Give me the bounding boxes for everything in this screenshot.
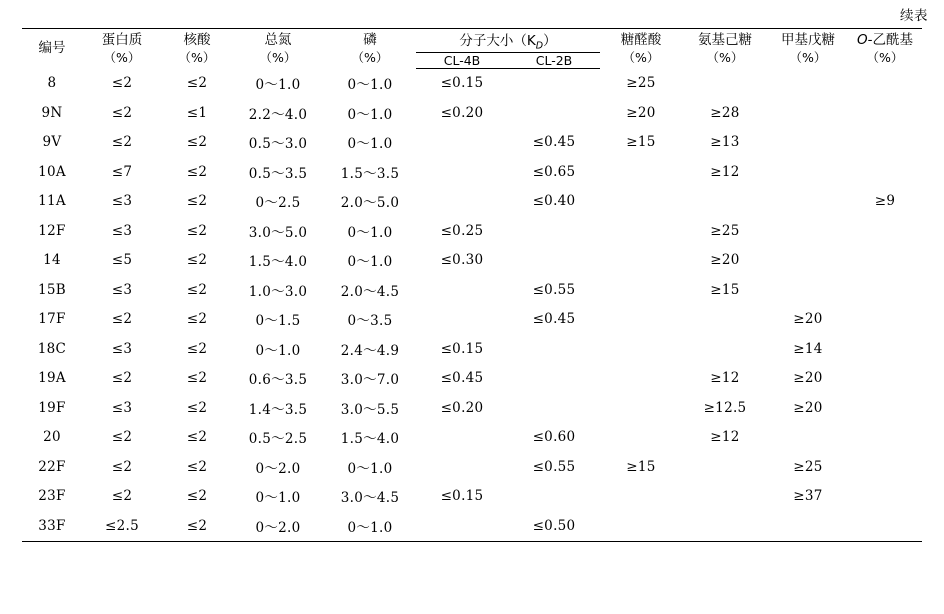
cell-hexosamine xyxy=(682,187,768,217)
cell-total-nitrogen: 1.4～3.5 xyxy=(248,401,308,418)
cell-o-acetyl xyxy=(848,68,922,98)
cell-total-nitrogen: 0～2.0 xyxy=(255,460,301,477)
cell-phosphorus: 1.5～4.0 xyxy=(340,431,400,448)
cell-phosphorus: 0～1.0 xyxy=(347,254,393,271)
cell-protein: ≤7 xyxy=(111,163,133,180)
cell-nucleic-acid: ≤2 xyxy=(186,429,208,446)
cell-uronic-acid: ≥20 xyxy=(626,104,656,121)
table-row xyxy=(22,68,922,98)
cell-methylpentose xyxy=(768,187,848,217)
cell-methylpentose xyxy=(768,511,848,541)
cell-protein: ≤3 xyxy=(111,399,133,416)
cell-nucleic-acid: ≤2 xyxy=(186,488,208,505)
cell-total-nitrogen: 0.6～3.5 xyxy=(248,372,308,389)
header-molecular-size-group: 分子大小$(K_D)$ xyxy=(416,29,600,53)
cell-cl4b xyxy=(416,452,508,482)
cell-hexosamine: ≥12.5 xyxy=(703,399,747,416)
table-body xyxy=(22,68,922,541)
table-row xyxy=(22,157,922,187)
cell-code: 19A xyxy=(38,370,66,387)
cell-cl4b: ≤0.15 xyxy=(440,340,484,357)
table-bottom-rule xyxy=(22,541,922,542)
cell-cl4b xyxy=(416,275,508,305)
cell-protein: ≤2 xyxy=(111,488,133,505)
table-row xyxy=(22,423,922,453)
cell-nucleic-acid: ≤2 xyxy=(186,281,208,298)
table-row xyxy=(22,393,922,423)
header-protein: 蛋白质 （%） xyxy=(82,29,162,69)
cell-o-acetyl: ≥9 xyxy=(874,193,896,210)
cell-uronic-acid xyxy=(600,482,682,512)
table-row xyxy=(22,216,922,246)
cell-code: 19F xyxy=(38,399,66,416)
cell-cl2b: ≤0.45 xyxy=(532,134,576,151)
header-code: 编号 xyxy=(22,29,82,69)
cell-code: 10A xyxy=(38,163,66,180)
cell-total-nitrogen: 0～1.5 xyxy=(255,313,301,330)
cell-code: 20 xyxy=(43,429,61,446)
cell-uronic-acid xyxy=(600,246,682,276)
cell-total-nitrogen: 2.2～4.0 xyxy=(248,106,308,123)
table-row xyxy=(22,334,922,364)
cell-phosphorus: 1.5～3.5 xyxy=(340,165,400,182)
cell-cl4b xyxy=(416,423,508,453)
table-row xyxy=(22,187,922,217)
cell-cl4b: ≤0.15 xyxy=(440,75,484,92)
cell-methylpentose xyxy=(768,68,848,98)
cell-total-nitrogen: 0～2.0 xyxy=(255,519,301,536)
cell-o-acetyl xyxy=(848,98,922,128)
cell-o-acetyl xyxy=(848,334,922,364)
cell-total-nitrogen: 0～2.5 xyxy=(255,195,301,212)
cell-cl4b xyxy=(416,511,508,541)
cell-o-acetyl xyxy=(848,511,922,541)
header-hexosamine: 氨基己糖 （%） xyxy=(682,29,768,69)
cell-methylpentose: ≥37 xyxy=(793,488,823,505)
cell-protein: ≤3 xyxy=(111,193,133,210)
cell-cl2b xyxy=(508,98,600,128)
cell-protein: ≤3 xyxy=(111,222,133,239)
cell-protein: ≤2 xyxy=(111,370,133,387)
cell-hexosamine: ≥13 xyxy=(710,134,740,151)
continuation-label: 续表 xyxy=(900,8,928,24)
cell-phosphorus: 0～3.5 xyxy=(347,313,393,330)
cell-uronic-acid: ≥25 xyxy=(626,75,656,92)
cell-total-nitrogen: 0～1.0 xyxy=(255,342,301,359)
cell-hexosamine xyxy=(682,482,768,512)
cell-protein: ≤2 xyxy=(111,311,133,328)
cell-total-nitrogen: 0.5～3.5 xyxy=(248,165,308,182)
cell-cl2b xyxy=(508,246,600,276)
cell-cl2b: ≤0.55 xyxy=(532,458,576,475)
cell-hexosamine: ≥25 xyxy=(710,222,740,239)
cell-cl2b: ≤0.45 xyxy=(532,311,576,328)
cell-cl2b xyxy=(508,393,600,423)
cell-phosphorus: 0～1.0 xyxy=(347,460,393,477)
cell-methylpentose xyxy=(768,275,848,305)
cell-uronic-acid xyxy=(600,334,682,364)
cell-hexosamine: ≥12 xyxy=(710,163,740,180)
cell-code: 17F xyxy=(38,311,66,328)
cell-code: 12F xyxy=(38,222,66,239)
table-row xyxy=(22,364,922,394)
cell-methylpentose: ≥20 xyxy=(793,370,823,387)
cell-protein: ≤2 xyxy=(111,75,133,92)
cell-cl2b xyxy=(508,216,600,246)
cell-total-nitrogen: 3.0～5.0 xyxy=(248,224,308,241)
cell-phosphorus: 2.0～4.5 xyxy=(340,283,400,300)
table-header-row-1 xyxy=(22,29,922,53)
cell-cl4b: ≤0.30 xyxy=(440,252,484,269)
cell-uronic-acid xyxy=(600,364,682,394)
cell-methylpentose: ≥14 xyxy=(793,340,823,357)
cell-uronic-acid xyxy=(600,275,682,305)
cell-methylpentose xyxy=(768,216,848,246)
cell-hexosamine xyxy=(682,452,768,482)
cell-cl4b xyxy=(416,305,508,335)
cell-total-nitrogen: 0～1.0 xyxy=(255,77,301,94)
cell-cl2b: ≤0.55 xyxy=(532,281,576,298)
cell-code: 14 xyxy=(43,252,61,269)
table-row xyxy=(22,128,922,158)
cell-methylpentose xyxy=(768,423,848,453)
cell-protein: ≤2 xyxy=(111,104,133,121)
cell-total-nitrogen: 0～1.0 xyxy=(255,490,301,507)
cell-methylpentose xyxy=(768,246,848,276)
header-uronic-acid: 糖醛酸 （%） xyxy=(600,29,682,69)
cell-hexosamine: ≥20 xyxy=(710,252,740,269)
cell-phosphorus: 2.0～5.0 xyxy=(340,195,400,212)
cell-code: 9V xyxy=(42,134,62,151)
header-methylpentose: 甲基戊糖 （%） xyxy=(768,29,848,69)
header-phosphorus: 磷 （%） xyxy=(324,29,416,69)
cell-cl4b: ≤0.20 xyxy=(440,104,484,121)
cell-phosphorus: 0～1.0 xyxy=(347,106,393,123)
polysaccharide-specification-table xyxy=(22,28,922,542)
cell-protein: ≤2.5 xyxy=(105,517,139,534)
cell-phosphorus: 0～1.0 xyxy=(347,77,393,94)
cell-nucleic-acid: ≤2 xyxy=(186,75,208,92)
cell-o-acetyl xyxy=(848,452,922,482)
cell-uronic-acid xyxy=(600,393,682,423)
cell-hexosamine xyxy=(682,68,768,98)
table-row xyxy=(22,452,922,482)
cell-phosphorus: 3.0～7.0 xyxy=(340,372,400,389)
cell-protein: ≤2 xyxy=(111,458,133,475)
cell-uronic-acid xyxy=(600,187,682,217)
cell-nucleic-acid: ≤2 xyxy=(186,163,208,180)
cell-hexosamine: ≥15 xyxy=(710,281,740,298)
cell-nucleic-acid: ≤1 xyxy=(186,104,208,121)
cell-uronic-acid xyxy=(600,511,682,541)
cell-o-acetyl xyxy=(848,128,922,158)
cell-cl2b xyxy=(508,68,600,98)
cell-nucleic-acid: ≤2 xyxy=(186,193,208,210)
cell-o-acetyl xyxy=(848,305,922,335)
cell-phosphorus: 0～1.0 xyxy=(347,519,393,536)
cell-phosphorus: 0～1.0 xyxy=(347,136,393,153)
cell-code: 22F xyxy=(38,458,66,475)
cell-nucleic-acid: ≤2 xyxy=(186,311,208,328)
cell-methylpentose: ≥20 xyxy=(793,311,823,328)
cell-cl4b xyxy=(416,187,508,217)
cell-cl2b xyxy=(508,334,600,364)
cell-phosphorus: 3.0～4.5 xyxy=(340,490,400,507)
cell-uronic-acid xyxy=(600,423,682,453)
cell-cl2b xyxy=(508,482,600,512)
cell-total-nitrogen: 0.5～2.5 xyxy=(248,431,308,448)
cell-o-acetyl xyxy=(848,482,922,512)
cell-uronic-acid xyxy=(600,157,682,187)
header-total-nitrogen: 总氮 （%） xyxy=(232,29,324,69)
cell-hexosamine xyxy=(682,305,768,335)
header-cl2b: CL-2B xyxy=(508,52,600,68)
cell-cl2b xyxy=(508,364,600,394)
table-row xyxy=(22,305,922,335)
cell-uronic-acid: ≥15 xyxy=(626,458,656,475)
cell-cl4b xyxy=(416,128,508,158)
cell-nucleic-acid: ≤2 xyxy=(186,222,208,239)
table-row xyxy=(22,275,922,305)
cell-code: 15B xyxy=(38,281,66,298)
cell-cl2b: ≤0.60 xyxy=(532,429,576,446)
cell-nucleic-acid: ≤2 xyxy=(186,134,208,151)
cell-protein: ≤5 xyxy=(111,252,133,269)
cell-code: 9N xyxy=(41,104,63,121)
cell-methylpentose xyxy=(768,128,848,158)
cell-cl2b: ≤0.40 xyxy=(532,193,576,210)
cell-protein: ≤3 xyxy=(111,281,133,298)
cell-cl4b: ≤0.45 xyxy=(440,370,484,387)
cell-cl2b: ≤0.65 xyxy=(532,163,576,180)
cell-cl4b: ≤0.20 xyxy=(440,399,484,416)
cell-total-nitrogen: 1.5～4.0 xyxy=(248,254,308,271)
cell-hexosamine: ≥12 xyxy=(710,429,740,446)
cell-protein: ≤3 xyxy=(111,340,133,357)
cell-hexosamine: ≥12 xyxy=(710,370,740,387)
cell-uronic-acid: ≥15 xyxy=(626,134,656,151)
cell-cl2b: ≤0.50 xyxy=(532,517,576,534)
cell-code: 23F xyxy=(38,488,66,505)
cell-nucleic-acid: ≤2 xyxy=(186,370,208,387)
table-row xyxy=(22,98,922,128)
cell-protein: ≤2 xyxy=(111,429,133,446)
cell-o-acetyl xyxy=(848,157,922,187)
cell-hexosamine: ≥28 xyxy=(710,104,740,121)
cell-nucleic-acid: ≤2 xyxy=(186,252,208,269)
cell-uronic-acid xyxy=(600,305,682,335)
cell-cl4b: ≤0.25 xyxy=(440,222,484,239)
cell-o-acetyl xyxy=(848,216,922,246)
cell-methylpentose xyxy=(768,157,848,187)
cell-nucleic-acid: ≤2 xyxy=(186,340,208,357)
cell-total-nitrogen: 0.5～3.0 xyxy=(248,136,308,153)
cell-methylpentose: ≥25 xyxy=(793,458,823,475)
cell-cl4b: ≤0.15 xyxy=(440,488,484,505)
cell-protein: ≤2 xyxy=(111,134,133,151)
cell-phosphorus: 3.0～5.5 xyxy=(340,401,400,418)
header-nucleic-acid: 核酸 （%） xyxy=(162,29,232,69)
cell-code: 8 xyxy=(47,75,57,92)
table-row xyxy=(22,246,922,276)
cell-o-acetyl xyxy=(848,393,922,423)
header-cl4b: CL-4B xyxy=(416,52,508,68)
cell-code: 33F xyxy=(38,517,66,534)
cell-cl4b xyxy=(416,157,508,187)
cell-hexosamine xyxy=(682,511,768,541)
cell-phosphorus: 2.4～4.9 xyxy=(340,342,400,359)
cell-nucleic-acid: ≤2 xyxy=(186,458,208,475)
cell-phosphorus: 0～1.0 xyxy=(347,224,393,241)
cell-uronic-acid xyxy=(600,216,682,246)
table-row xyxy=(22,511,922,541)
cell-code: 18C xyxy=(37,340,67,357)
cell-o-acetyl xyxy=(848,364,922,394)
cell-code: 11A xyxy=(38,193,66,210)
cell-o-acetyl xyxy=(848,246,922,276)
cell-total-nitrogen: 1.0～3.0 xyxy=(248,283,308,300)
table-row xyxy=(22,482,922,512)
cell-hexosamine xyxy=(682,334,768,364)
cell-o-acetyl xyxy=(848,275,922,305)
cell-methylpentose: ≥20 xyxy=(793,399,823,416)
cell-nucleic-acid: ≤2 xyxy=(186,517,208,534)
cell-o-acetyl xyxy=(848,423,922,453)
cell-methylpentose xyxy=(768,98,848,128)
header-o-acetyl: O-乙酰基 （%） xyxy=(848,29,922,69)
cell-nucleic-acid: ≤2 xyxy=(186,399,208,416)
